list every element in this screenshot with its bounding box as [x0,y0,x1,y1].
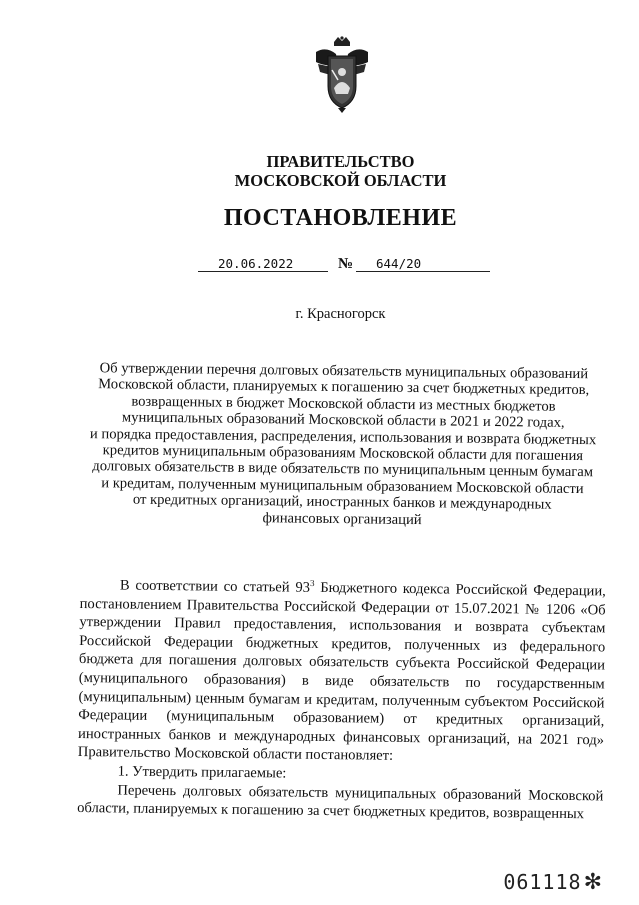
number-sign: № [338,256,354,272]
subject-line: финансовых организаций [262,509,422,528]
subject-line: Об утверждении перечня долговых обязательств муниципальных образований [99,360,589,383]
body-item-1: 1. Утвердить прилагаемые: [117,763,287,782]
subject-line: долговых обязательств в виде обязательств по муниципальным ценным бумагам [92,458,594,481]
preamble-rest: Бюджетного кодекса Российской Федерации, постановлением Правительства Российской Федерации от 15.07.2021 № 1206 «Об утверждении Правил предоставления, использования и возврата субъектам Российской Федерации бюджетных кредитов, полученных из федерального бюджета для погашения долговых обязательств субъекта Российской Федерации (муниципального образования) в виде обязательств по государственным (муниципальным) ценным бумагам и кредитам, полученным субъектом Российской Федерации (муниципальным образованием) от кредитных организаций, иностранных банков и международных финансовых организаций, на 2021 год» Правительство Московской области постановляет: [77,579,606,765]
body-paragraph-list-start: Перечень долговых обязательств муниципальных образований Московской области, планируемых к погашению за счет бюджетных кредитов, возвращенных [77,782,604,823]
government-name-line1: ПРАВИТЕЛЬСТВО [266,152,415,171]
subject-line: Московской области, планируемых к погашению за счет бюджетных кредитов, [98,376,590,399]
subject-line: от кредитных организаций, иностранных банков и международных [132,491,552,513]
document-body [77,576,606,824]
document-type-title: ПОСТАНОВЛЕНИЕ [223,205,458,231]
subject-line: и порядка предоставления, распределения, использования и возврата бюджетных [89,425,597,448]
subject-line: муниципальных образований Московской области в 2021 и 2022 годах, [121,409,565,432]
article-superscript: 3 [310,577,315,589]
asterisk-mark-icon: ✻ [583,870,603,895]
document-number: 644/20 [376,256,422,271]
registration-number-value: 061118 [503,870,582,894]
subject-line: кредитов муниципальным образованиям Московской области для погашения [102,442,584,465]
number-slot [356,255,490,272]
document-subject [82,360,604,530]
preamble-start: В соответствии со статьей 93 [119,577,311,596]
government-name [0,152,639,190]
subject-line: возвращенных в бюджет Московской области из местных бюджетов [131,393,556,415]
date-slot [198,255,328,272]
registration-number [503,870,603,895]
subject-line: и кредитам, полученным муниципальным образованием Московской области [101,475,584,497]
government-name-line2: МОСКОВСКОЙ ОБЛАСТИ [234,171,447,190]
document-date: 20.06.2022 [218,256,294,271]
city-label: г. Красногорск [295,306,386,322]
body-paragraph-preamble [78,576,606,768]
coat-of-arms-icon [312,36,372,114]
